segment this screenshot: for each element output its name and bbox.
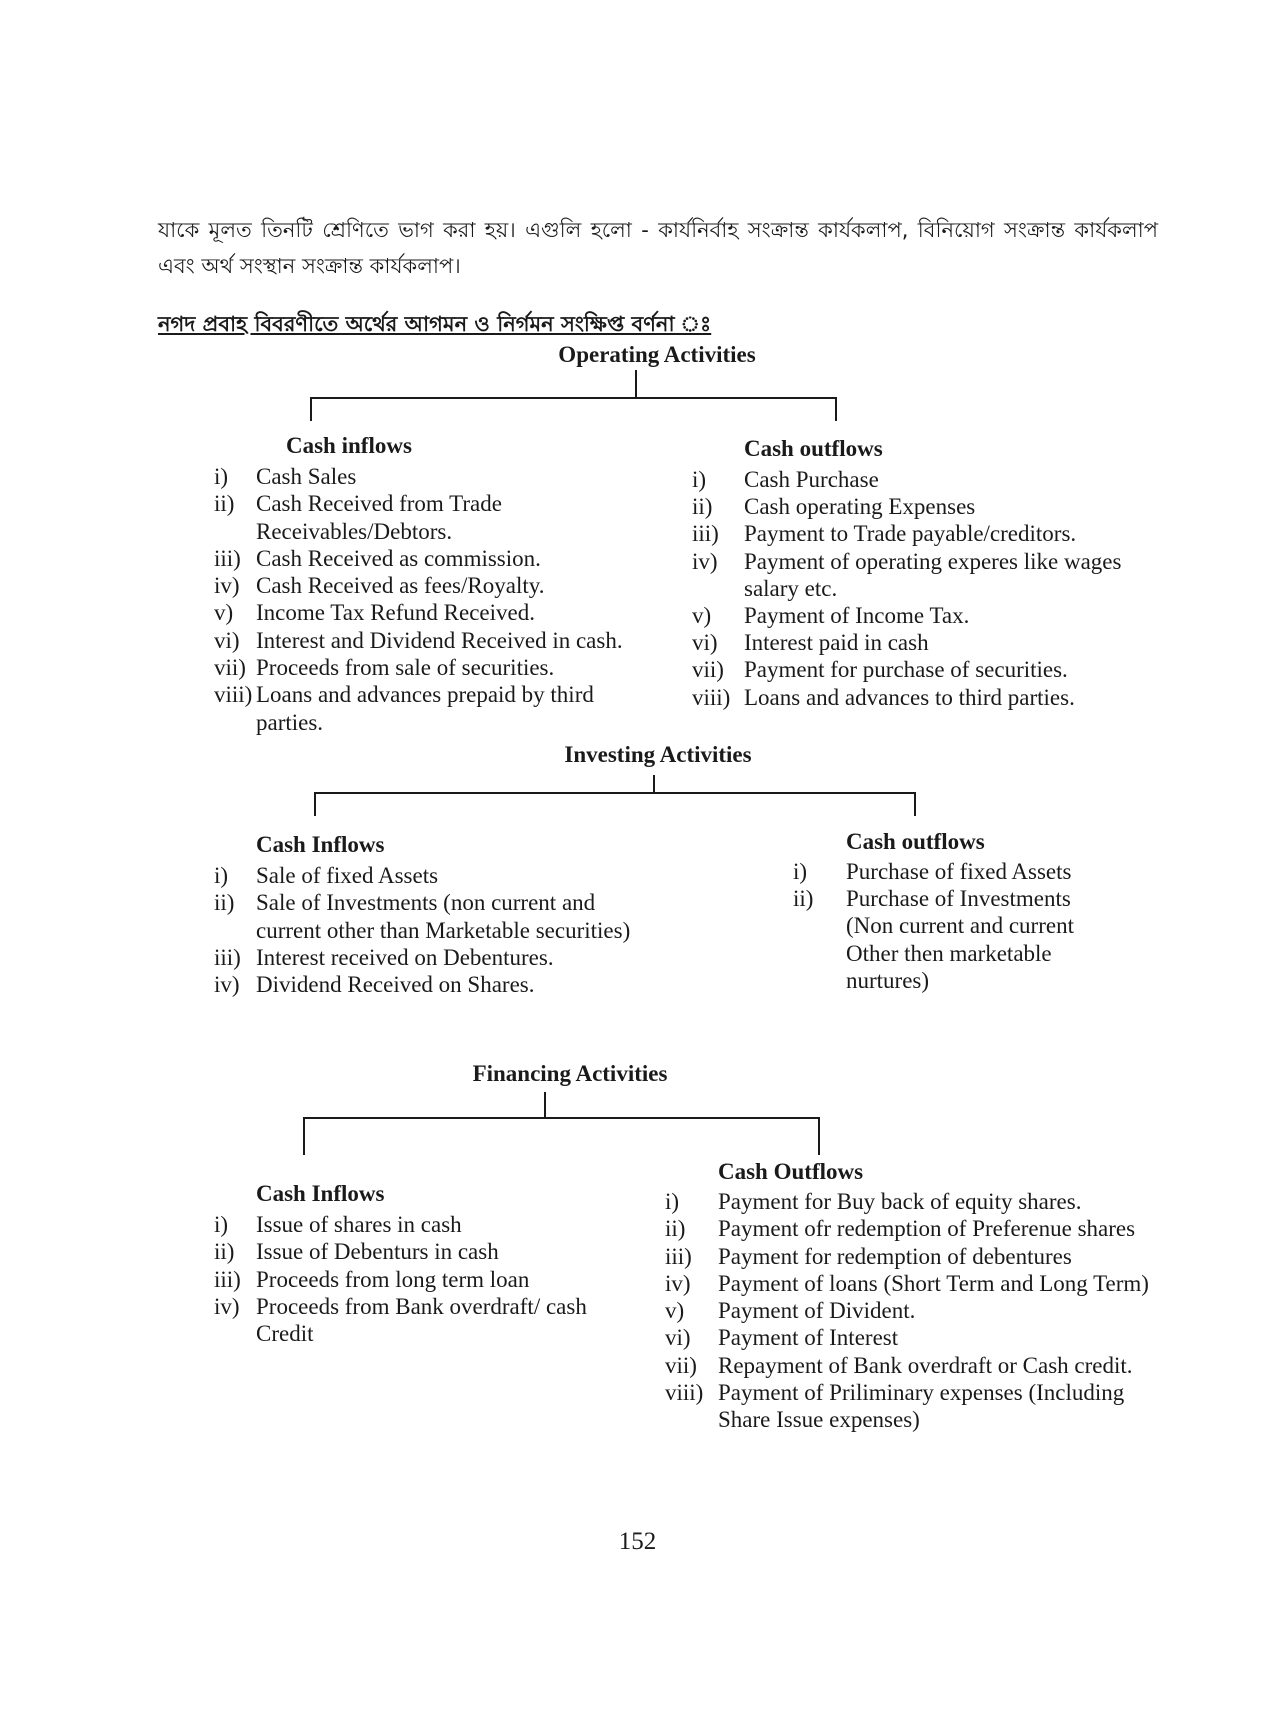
financing-right-drop (818, 1117, 820, 1155)
operating-branch-line (310, 397, 837, 399)
list-item: v) Payment of Divident. (665, 1298, 916, 1324)
list-item: i) Cash Sales (214, 464, 357, 489)
list-item: vi) Interest and Dividend Received in cash. (214, 627, 623, 653)
financing-inflows-heading: Cash Inflows (256, 1181, 385, 1206)
list-item: i) Sale of fixed Assets (214, 863, 439, 888)
investing-stem-line (653, 775, 655, 793)
investing-branch-line (314, 792, 916, 794)
financing-outflows-list (665, 1188, 1165, 1434)
list-item: iv) Dividend Received on Shares. (214, 972, 535, 998)
list-item: ii) Purchase of Investments (Non current and current Other then marketable nurtures) (793, 886, 1074, 993)
list-item: ii) Sale of Investments (non current and current other than Marketable securities) (214, 890, 631, 943)
page-number: 152 (618, 1528, 657, 1555)
list-item: iii) Proceeds from long term loan (214, 1266, 530, 1292)
list-item: iv) Cash Received as fees/Royalty. (214, 573, 545, 599)
financing-branch-line (303, 1117, 820, 1119)
list-item: ii) Cash operating Expenses (692, 494, 976, 520)
list-item: vi) Payment of Interest (665, 1325, 899, 1351)
investing-right-drop (914, 792, 916, 816)
operating-outflows-heading: Cash outflows (744, 436, 883, 461)
list-item: v) Payment of Income Tax. (692, 603, 970, 629)
list-item: iv) Proceeds from Bank overdraft/ cash Credit (214, 1293, 587, 1347)
list-item: iv) Payment of operating experes like wages salary etc. (692, 548, 1122, 601)
investing-outflows-list (793, 858, 1113, 994)
operating-inflows-heading: Cash inflows (286, 433, 412, 458)
section-subheading: নগদ প্রবাহ বিবরণীতে অর্থের আগমন ও নির্গমন সংক্ষিপ্ত বর্ণনা ঃ (158, 312, 712, 336)
financing-inflows-list (214, 1211, 594, 1347)
financing-stem-line (544, 1092, 546, 1118)
list-item: viii) Loans and advances prepaid by third parties. (214, 682, 594, 735)
operating-left-drop (310, 397, 312, 421)
list-item: vi) Interest paid in cash (692, 630, 929, 656)
list-item: vii) Proceeds from sale of securities. (214, 655, 555, 681)
list-item: ii) Issue of Debenturs in cash (214, 1239, 499, 1265)
list-item: vii) Repayment of Bank overdraft or Cash credit. (665, 1352, 1133, 1378)
investing-inflows-list (214, 862, 644, 998)
list-item: ii) Cash Received from Trade Receivables/Debtors. (214, 491, 502, 544)
list-item: vii) Payment for purchase of securities. (692, 657, 1068, 683)
list-item: iii) Payment for redemption of debentures (665, 1243, 1072, 1269)
list-item: v) Income Tax Refund Received. (214, 600, 535, 626)
list-item: ii) Payment ofr redemption of Preferenue shares (665, 1216, 1136, 1242)
investing-left-drop (314, 792, 316, 816)
list-item: i) Purchase of fixed Assets (793, 859, 1072, 884)
list-item: i) Payment for Buy back of equity shares. (665, 1189, 1082, 1214)
list-item: viii) Loans and advances to third parties. (692, 684, 1075, 710)
financing-left-drop (303, 1117, 305, 1155)
financing-activities-title: Financing Activities (472, 1061, 668, 1086)
intro-paragraph: যাকে মূলত তিনটি শ্রেণিতে ভাগ করা হয়। এগুলি হলো - কার্যনির্বাহ সংক্রান্ত কার্যকলাপ, বিনিয়োগ সংক্রান্ত কার্যকলাপ এবং অর্থ সংস্থান সংক্রান্ত কার্যকলাপ। (158, 218, 1158, 278)
operating-right-drop (835, 397, 837, 421)
operating-activities-title: Operating Activities (558, 342, 756, 367)
operating-inflows-list (214, 463, 664, 736)
list-item: iv) Payment of loans (Short Term and Long Term) (665, 1270, 1149, 1296)
operating-stem-line (635, 370, 637, 398)
list-item: iii) Payment to Trade payable/creditors. (692, 521, 1077, 547)
list-item: iii) Cash Received as commission. (214, 545, 541, 571)
financing-outflows-heading: Cash Outflows (718, 1159, 864, 1184)
list-item: iii) Interest received on Debentures. (214, 944, 554, 970)
list-item: i) Issue of shares in cash (214, 1212, 462, 1237)
operating-outflows-list (692, 466, 1162, 711)
list-item: i) Cash Purchase (692, 467, 879, 492)
investing-outflows-heading: Cash outflows (846, 829, 985, 854)
investing-activities-title: Investing Activities (564, 742, 752, 767)
investing-inflows-heading: Cash Inflows (256, 832, 385, 857)
list-item: viii) Payment of Priliminary expenses (Including Share Issue expenses) (665, 1380, 1125, 1433)
